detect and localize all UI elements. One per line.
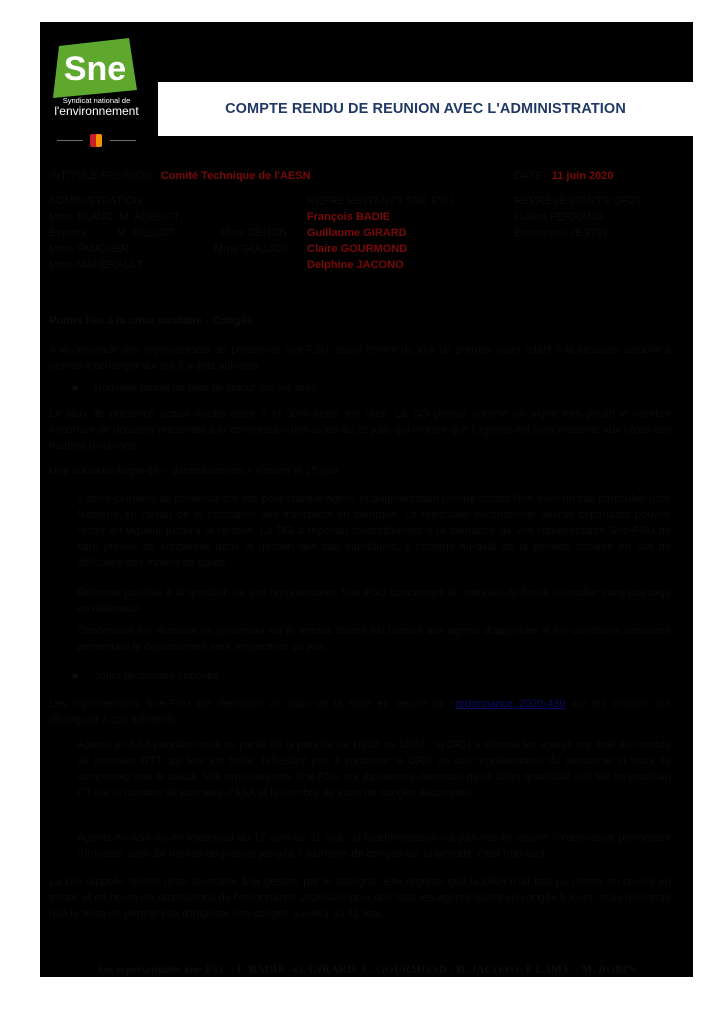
list-item-presence: 2 demi-journées de présence sur site pour chaque agent, et augmentation prévue durant l'été avec un cas particulier pour Nanterre en raison de la contrainte des transports en commun. Le télétravail exceptionnel devrait cependant pouvoir rester en vigueur jusqu'à la rentrée. La DG a répondu favorablement à la demande de vos représentants Sne-FSU de faire preuve de souplesse dans la gestion des cas individuels, y compris au-delà de la période scolaire en cas de difficultés des modes de garde ; — [77, 493, 671, 569]
meeting-date-row — [514, 168, 613, 184]
meeting-title-value: Comité Technique de l'AESN — [160, 170, 311, 182]
footer-label: Vos représentants Sne-FSU — [97, 964, 228, 976]
bullet-icon — [72, 673, 78, 679]
intro-paragraph: A la demande des représentants du personnel Sne-FSU, avant l'ordre du jour un premier point relatif à la situation actuelle a permis d'échanger sur les 3 sujets suivants : — [49, 344, 671, 372]
sne-rep-name: François BADIE — [307, 211, 391, 223]
paragraph-taux-presence: Le taux de présence actuel oscille entre 9 et 30% selon les sites. La DG perçoit comme un signe très positif le nombre important de dossiers présentés à la commission des aides du 25 juin, qui montre que l'agence est bien présente aux côtés des maîtres d'ouvrage. — [49, 408, 671, 452]
administration-line4: Mme MAHERAULT — [49, 259, 144, 271]
list-item-asa-periode1: Agents en ASA pendant toute ou partie de la période du 16/03 au 16/04 : la DRH a informé les agents par mail du nombre de journées RTT qui leur est retiré. N'hésitez pas à contacter la DRH ou vos représentants du personnel si vous ne comprenez pas le calcul. Vos représentants Sne-FSU ont également demandé qu'un bilan quantitatif soit fait au prochain CT sur le nombre de journées d'ASA et le nombre de jours de congés décomptés. — [77, 739, 671, 799]
dash-marker: - — [60, 587, 64, 599]
administration-line2-left: Experts : M. BELLOT, — [49, 227, 177, 239]
list-item-forfait: Réponse positive à la question de vos représentants Sne-FSU concernant le maintien du forfait journalier sans pointage en télétravail ; — [77, 587, 671, 615]
bullet-heading-conges: Jours de congés imposés : — [94, 670, 225, 682]
cfdt-rep-name: Hubert FERRAND — [514, 211, 604, 223]
logo-divider-left — [57, 140, 83, 141]
dash-marker: - — [60, 739, 64, 751]
ordonnance-link[interactable]: ordonnance 2020-430 — [455, 698, 566, 710]
sne-logo-wordmark — [49, 96, 144, 118]
bullet-icon — [72, 385, 78, 391]
paragraph-nouvelle-etape: Une nouvelle étape de « déconfinement » s'ouvre le 15 juin : — [49, 465, 345, 477]
sne-logo-line2: l'environnement — [54, 104, 139, 118]
sne-rep-name: Delphine JACONO — [307, 259, 404, 271]
sne-logo-mark — [53, 38, 137, 98]
dash-marker: - — [60, 493, 64, 505]
logo-divider-right — [110, 140, 136, 141]
meeting-date-label: DATE : — [514, 170, 552, 182]
meeting-date-value: 11 juin 2020 — [551, 170, 614, 182]
dash-marker: - — [60, 832, 64, 844]
administration-line2-right: Mme DEHON, — [220, 227, 291, 239]
sne-rep-name: Claire GOURMOND — [307, 243, 408, 255]
title-box — [158, 82, 693, 136]
administration-line3-right: Mme GULLICK, — [214, 243, 292, 255]
footer-names: : F. BADIE –G. GIRARD- C. GOURMOND - D. JACONO- F LAMY – M. ROBIN — [227, 964, 636, 976]
sne-logo-mark-text: Sne — [63, 50, 127, 88]
list-item-asa-periode2: Agents en ASA ou en télétravail du 17 avril au 31 mai : si l'administration n'a pas mis en œuvre l'ordonnance permettant d'imposer avec 24 heures de préavis jusqu'à 5 journées de congés sur la période, c'est trop tard. — [77, 832, 671, 860]
bullet-heading-retour: Nouvelle phase du plan de retour sur les sites : — [94, 382, 324, 394]
paragraph-dg-dialogue: La DG rappelle qu'elle reste favorable à la gestion par le dialogue. Elle regrette que la DRH n'ait pas pu mettre en œuvre en temps et en heure les dispositions de l'ordonnance 2020-430 pour que tous les agents soient en congés 5 jours, mais reconnaît que le texte ne permet pas d'imposer des congés au-delà du 31 mai. — [49, 876, 671, 920]
sne-rep-name: Guillaume GIRARD — [307, 227, 407, 239]
document-title: COMPTE RENDU DE REUNION AVEC L'ADMINISTRATION — [225, 101, 626, 117]
fsu-badge-icon — [90, 134, 102, 147]
section-title: Points liés à la crise sanitaire - Congés — [49, 315, 253, 327]
dash-marker: - — [60, 625, 64, 637]
cfdt-reps-header: REPRESENTANTS CFDT : — [514, 195, 649, 207]
administration-header: ADMINISTRATION : — [49, 195, 149, 207]
meeting-title-row — [49, 168, 311, 184]
meeting-title-label: INTITULE REUNION : — [49, 170, 161, 182]
sne-logo — [49, 32, 144, 160]
administration-line1: Mme BLANC, M. ADENOT, — [49, 211, 182, 223]
footer-representatives — [40, 962, 693, 978]
bilan-text-after: sur les congés, qui distinguait 3 cas différents — [49, 698, 671, 726]
bilan-text-before: Les représentants Sne-FSU ont demandé un bilan de la mise en œuvre de l' — [49, 698, 456, 710]
list-item-reunions: Concernant les réunions en présentiel sur le terrain, liberté est laissée aux agents d'apprécier si les conditions sanitaires permettant le déplacement sont respectées ou pas. — [77, 625, 671, 653]
sne-reps-header: REPRESENTANTS SNE FSU : — [307, 195, 460, 207]
cfdt-rep-name: Emmanuel JESTIN — [514, 227, 608, 239]
administration-line3-left: Mme FAUCHER, — [49, 243, 133, 255]
paragraph-bilan-ordonnance — [49, 696, 671, 728]
sne-logo-line1: Syndicat national de — [62, 96, 131, 105]
